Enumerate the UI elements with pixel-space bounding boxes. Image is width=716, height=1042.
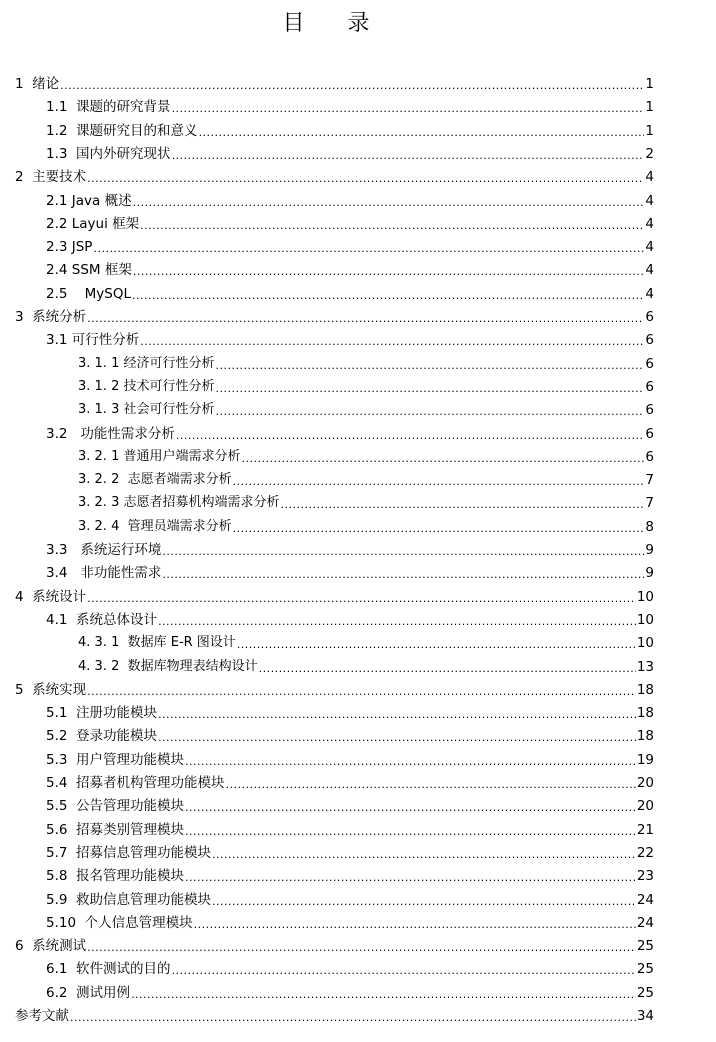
toc-entry[interactable] bbox=[46, 187, 654, 209]
toc-entry-page-number: 13 bbox=[636, 658, 654, 675]
toc-entry-page-number: 4 bbox=[645, 262, 654, 279]
dot-leader bbox=[185, 826, 636, 838]
toc-entry-label: 5.9 救助信息管理功能模块 bbox=[46, 891, 212, 908]
dot-leader bbox=[185, 872, 636, 884]
dot-leader bbox=[87, 942, 636, 954]
toc-entry-label: 2.5 MySQL bbox=[46, 285, 131, 302]
toc-entry-page-number: 18 bbox=[636, 728, 654, 745]
toc-entry-page-number: 10 bbox=[636, 611, 654, 628]
toc-entry-label: 5.4 招募者机构管理功能模块 bbox=[46, 775, 225, 791]
toc-entry-page-number: 4 bbox=[645, 239, 654, 256]
toc-entry-label: 5.3 用户管理功能模块 bbox=[46, 751, 185, 768]
toc-entry-page-number: 6 bbox=[645, 332, 654, 349]
toc-entry[interactable] bbox=[46, 210, 654, 232]
dot-leader bbox=[87, 686, 636, 698]
toc-entry[interactable] bbox=[46, 746, 654, 768]
toc-entry-page-number: 25 bbox=[636, 938, 654, 955]
dot-leader bbox=[185, 756, 636, 768]
toc-entry-page-number: 20 bbox=[636, 775, 654, 791]
toc-entry[interactable] bbox=[46, 140, 654, 162]
toc-entry-page-number: 6 bbox=[645, 355, 654, 372]
dot-leader bbox=[215, 383, 644, 395]
dot-leader bbox=[131, 989, 636, 1001]
toc-entry[interactable] bbox=[46, 536, 654, 558]
toc-entry-page-number: 18 bbox=[636, 705, 654, 722]
dot-leader bbox=[60, 80, 644, 92]
toc-entry[interactable] bbox=[46, 256, 654, 278]
toc-entry[interactable] bbox=[78, 443, 654, 465]
toc-entry[interactable] bbox=[78, 350, 654, 372]
toc-entry-label: 6.1 软件测试的目的 bbox=[46, 961, 171, 978]
toc-entry-page-number: 18 bbox=[636, 681, 654, 698]
dot-leader bbox=[226, 779, 636, 791]
dot-leader bbox=[176, 430, 645, 442]
dot-leader bbox=[237, 639, 636, 651]
toc-entry-label: 4. 3. 1 数据库 E-R 图设计 bbox=[78, 635, 236, 651]
toc-entry-label: 2.3 JSP bbox=[46, 239, 93, 256]
toc-entry[interactable] bbox=[46, 606, 654, 628]
toc-entry[interactable] bbox=[46, 699, 654, 721]
toc-entry-page-number: 4 bbox=[645, 169, 654, 186]
toc-entry-label: 3. 1. 3 社会可行性分析 bbox=[78, 402, 215, 418]
toc-entry-label: 6.2 测试用例 bbox=[46, 984, 131, 1001]
toc-entry[interactable] bbox=[15, 932, 654, 954]
toc-entry[interactable] bbox=[15, 303, 654, 325]
toc-entry-label: 2.2 Layui 框架 bbox=[46, 215, 140, 232]
dot-leader bbox=[162, 569, 644, 581]
toc-entry-label: 3. 2. 3 志愿者招募机构端需求分析 bbox=[78, 495, 280, 511]
dot-leader bbox=[162, 546, 644, 558]
toc-entry-page-number: 25 bbox=[636, 984, 654, 1001]
toc-entry-page-number: 10 bbox=[636, 588, 654, 605]
dot-leader bbox=[158, 732, 636, 744]
toc-entry-label: 2 主要技术 bbox=[15, 169, 87, 186]
toc-entry-page-number: 1 bbox=[645, 122, 654, 139]
toc-entry-page-number: 4 bbox=[645, 285, 654, 302]
dot-leader bbox=[93, 243, 644, 255]
toc-entry-label: 1 绪论 bbox=[15, 76, 60, 92]
toc-entry[interactable] bbox=[78, 396, 654, 418]
toc-entry[interactable] bbox=[78, 653, 654, 675]
toc-entry-label: 5.5 公告管理功能模块 bbox=[46, 798, 185, 815]
toc-entry-page-number: 7 bbox=[645, 495, 654, 512]
toc-entry-label: 3.3 系统运行环境 bbox=[46, 542, 162, 558]
toc-entry-label: 5 系统实现 bbox=[15, 681, 87, 698]
toc-entry-label: 4 系统设计 bbox=[15, 588, 87, 605]
toc-entry-label: 3. 2. 2 志愿者端需求分析 bbox=[78, 472, 232, 488]
dot-leader bbox=[233, 476, 645, 488]
toc-entry[interactable] bbox=[46, 769, 654, 791]
toc-entry-label: 3. 1. 1 经济可行性分析 bbox=[78, 355, 215, 371]
toc-entry-page-number: 6 bbox=[645, 309, 654, 325]
toc-entry-label: 3. 2. 4 管理员端需求分析 bbox=[78, 518, 232, 534]
toc-entry[interactable] bbox=[46, 979, 654, 1001]
toc-entry-page-number: 7 bbox=[645, 472, 654, 489]
toc-entry-label: 5.1 注册功能模块 bbox=[46, 705, 158, 722]
toc-entry-page-number: 4 bbox=[645, 192, 654, 209]
toc-entry-label: 4.1 系统总体设计 bbox=[46, 611, 158, 628]
dot-leader bbox=[140, 220, 644, 232]
toc-entry[interactable] bbox=[46, 559, 654, 581]
toc-entry[interactable] bbox=[78, 629, 654, 651]
dot-leader bbox=[194, 919, 636, 931]
dot-leader bbox=[172, 103, 645, 115]
toc-entry-page-number: 4 bbox=[645, 215, 654, 232]
toc-entry-page-number: 25 bbox=[636, 961, 654, 978]
toc-entry-page-number: 19 bbox=[636, 751, 654, 768]
toc-entry[interactable] bbox=[46, 117, 654, 139]
toc-entry-page-number: 1 bbox=[645, 99, 654, 116]
toc-entry-label: 3. 1. 2 技术可行性分析 bbox=[78, 378, 215, 394]
toc-entry-label: 6 系统测试 bbox=[15, 938, 87, 955]
toc-entry[interactable] bbox=[78, 373, 654, 395]
toc-entry-page-number: 24 bbox=[636, 891, 654, 908]
dot-leader bbox=[259, 663, 636, 675]
toc-entry[interactable] bbox=[15, 583, 654, 605]
toc-entry-page-number: 22 bbox=[636, 844, 654, 861]
toc-entry-label: 4. 3. 2 数据库物理表结构设计 bbox=[78, 658, 258, 674]
toc-entry-label: 3.4 非功能性需求 bbox=[46, 565, 162, 582]
toc-entry-page-number: 34 bbox=[636, 1008, 654, 1024]
dot-leader bbox=[172, 965, 636, 977]
toc-entry[interactable] bbox=[46, 420, 654, 442]
toc-entry[interactable] bbox=[15, 70, 654, 92]
toc-entry[interactable] bbox=[46, 722, 654, 744]
toc-entry-label: 5.8 报名管理功能模块 bbox=[46, 868, 185, 885]
dot-leader bbox=[158, 709, 636, 721]
toc-entry[interactable] bbox=[46, 233, 654, 255]
dot-leader bbox=[280, 499, 644, 511]
toc-entry-page-number: 1 bbox=[645, 76, 654, 92]
toc-entry[interactable] bbox=[46, 955, 654, 977]
toc-entry-label: 5.10 个人信息管理模块 bbox=[46, 914, 193, 931]
toc-entry[interactable] bbox=[46, 326, 654, 348]
dot-leader bbox=[212, 896, 636, 908]
toc-entry-page-number: 6 bbox=[645, 448, 654, 465]
dot-leader bbox=[133, 197, 645, 209]
page-title: 目 录 bbox=[282, 11, 388, 36]
toc-entry[interactable] bbox=[78, 489, 654, 511]
toc-entry-page-number: 2 bbox=[645, 145, 654, 162]
toc-entry-label: 参考文献 bbox=[15, 1008, 69, 1024]
toc-entry[interactable] bbox=[78, 466, 654, 488]
toc-entry-page-number: 6 bbox=[645, 402, 654, 419]
dot-leader bbox=[140, 336, 644, 348]
toc-entry[interactable] bbox=[46, 886, 654, 908]
toc-entry-page-number: 10 bbox=[636, 635, 654, 652]
dot-leader bbox=[132, 290, 644, 302]
toc-entry-label: 3.2 功能性需求分析 bbox=[46, 425, 175, 442]
toc-entry-page-number: 9 bbox=[645, 542, 654, 558]
dot-leader bbox=[215, 360, 644, 372]
toc-entry[interactable] bbox=[46, 816, 654, 838]
dot-leader bbox=[158, 616, 636, 628]
toc-entry-label: 1.2 课题研究目的和意义 bbox=[46, 122, 198, 139]
toc-entry-label: 2.1 Java 概述 bbox=[46, 192, 132, 209]
toc-entry[interactable] bbox=[46, 839, 654, 861]
toc-entry[interactable] bbox=[46, 909, 654, 931]
toc-entry-page-number: 20 bbox=[636, 798, 654, 815]
dot-leader bbox=[212, 849, 636, 861]
toc-entry-label: 1.1 课题的研究背景 bbox=[46, 99, 171, 116]
dot-leader bbox=[233, 523, 645, 535]
toc-entry[interactable] bbox=[46, 862, 654, 884]
toc-entry-label: 1.3 国内外研究现状 bbox=[46, 145, 171, 162]
toc-entry-page-number: 8 bbox=[645, 518, 654, 535]
toc-entry[interactable] bbox=[46, 792, 654, 814]
toc-entry-label: 5.2 登录功能模块 bbox=[46, 728, 158, 745]
toc-entry-label: 5.6 招募类别管理模块 bbox=[46, 821, 185, 838]
toc-entry[interactable] bbox=[46, 280, 654, 302]
dot-leader bbox=[133, 266, 645, 278]
dot-leader bbox=[172, 150, 645, 162]
toc-entry-page-number: 9 bbox=[645, 565, 654, 582]
toc-entry-label: 3.1 可行性分析 bbox=[46, 332, 140, 349]
toc-entry-page-number: 24 bbox=[636, 914, 654, 931]
toc-entry-label: 3 系统分析 bbox=[15, 309, 87, 325]
dot-leader bbox=[215, 406, 644, 418]
toc-entry[interactable] bbox=[46, 93, 654, 115]
toc-entry-label: 2.4 SSM 框架 bbox=[46, 262, 132, 279]
dot-leader bbox=[199, 127, 645, 139]
toc-entry[interactable] bbox=[15, 163, 654, 185]
toc-entry-page-number: 21 bbox=[636, 821, 654, 838]
toc-entry[interactable] bbox=[15, 676, 654, 698]
dot-leader bbox=[87, 173, 644, 185]
toc-entry-label: 3. 2. 1 普通用户端需求分析 bbox=[78, 448, 241, 464]
dot-leader bbox=[70, 1012, 636, 1024]
dot-leader bbox=[185, 802, 636, 814]
toc-entry[interactable] bbox=[15, 1002, 654, 1024]
dot-leader bbox=[87, 313, 644, 325]
toc-entry-label: 5.7 招募信息管理功能模块 bbox=[46, 844, 212, 861]
toc-entry-page-number: 6 bbox=[645, 378, 654, 395]
toc-entry-page-number: 23 bbox=[636, 868, 654, 885]
toc-entry-page-number: 6 bbox=[645, 425, 654, 442]
dot-leader bbox=[241, 453, 644, 465]
dot-leader bbox=[87, 593, 636, 605]
toc-entry[interactable] bbox=[78, 513, 654, 535]
